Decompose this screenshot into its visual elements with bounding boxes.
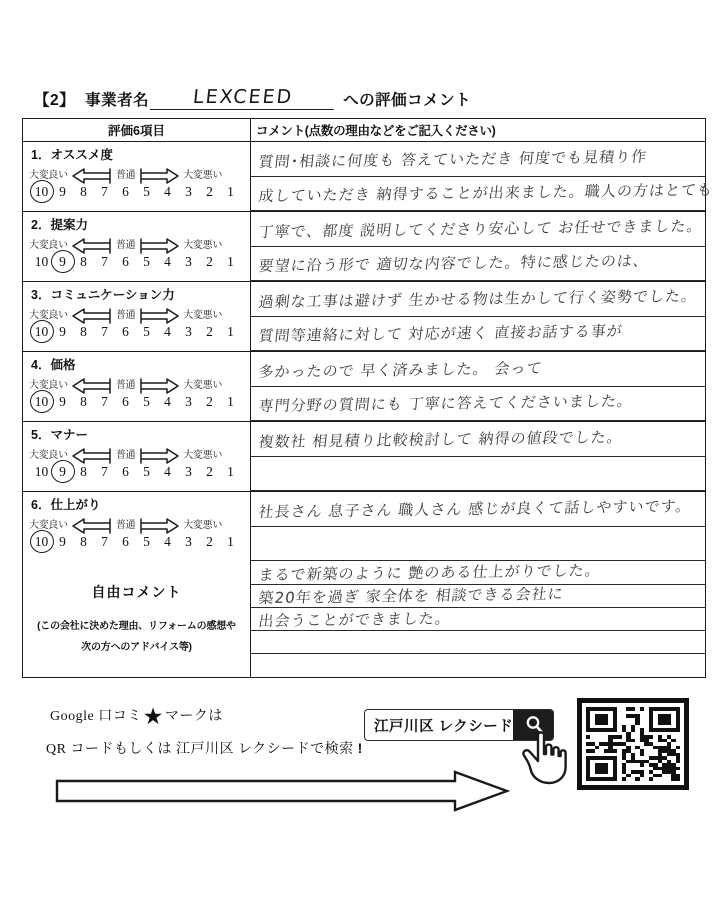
- evaluation-item-title: 2．提案力: [31, 218, 88, 232]
- rating-scale-legend: [23, 163, 250, 181]
- rating-scale-numbers[interactable]: [23, 251, 250, 271]
- right-arrow-icon: [139, 448, 179, 459]
- free-comment-title: 自由コメント: [91, 583, 182, 600]
- rating-option[interactable]: 8: [80, 463, 87, 479]
- left-arrow-icon: [72, 448, 112, 459]
- rating-option[interactable]: 2: [206, 463, 213, 479]
- scale-worst-label: 大変悪い: [183, 520, 223, 531]
- rating-option[interactable]: 8: [80, 533, 87, 549]
- scale-best-label: 大変良い: [29, 450, 68, 461]
- rating-option[interactable]: 6: [122, 183, 129, 199]
- pointing-hand-icon: [518, 727, 574, 790]
- rating-option[interactable]: 3: [185, 533, 192, 549]
- scale-middle-label: 普通: [115, 170, 136, 181]
- rating-option[interactable]: 10: [34, 463, 49, 479]
- evaluation-comment-cell[interactable]: [251, 142, 715, 211]
- rating-option[interactable]: 2: [206, 393, 213, 409]
- rating-option[interactable]: 4: [164, 253, 171, 269]
- scale-middle-label: 普通: [115, 310, 136, 321]
- rating-option-selected[interactable]: 9: [52, 462, 73, 481]
- free-comment-subtitle-line1: (この会社に決めた理由、リフォームの感想や: [37, 620, 236, 632]
- handwritten-comment: 専門分野の質問にも 丁寧に答えてくださいました。: [257, 391, 634, 416]
- handwritten-comment: 要望に沿う形で 適切な内容でした。特に感じたのは、: [257, 251, 650, 276]
- rating-option[interactable]: 7: [101, 533, 108, 549]
- rating-scale-numbers[interactable]: [23, 531, 250, 551]
- free-comment-ruled-lines: [251, 562, 705, 677]
- evaluation-row: [23, 142, 715, 212]
- ruled-line: [251, 350, 705, 351]
- evaluation-item-cell: [23, 142, 251, 211]
- evaluation-item-cell: [23, 282, 251, 351]
- rating-option[interactable]: 1: [227, 533, 234, 549]
- ruled-line: [251, 420, 705, 421]
- scale-worst-label: 大変悪い: [183, 450, 223, 461]
- comment-ruled-lines: [251, 352, 705, 421]
- rating-option-selected[interactable]: 9: [52, 252, 73, 271]
- rating-option[interactable]: 6: [122, 253, 129, 269]
- scale-worst-label: 大変悪い: [183, 170, 223, 181]
- ruled-line: [251, 490, 705, 491]
- rating-option[interactable]: 6: [122, 393, 129, 409]
- rating-option[interactable]: 2: [206, 323, 213, 339]
- rating-option[interactable]: 8: [80, 323, 87, 339]
- rating-option[interactable]: 6: [122, 533, 129, 549]
- scale-middle-label: 普通: [115, 380, 136, 391]
- rating-option[interactable]: 3: [185, 183, 192, 199]
- evaluation-item-title: 6．仕上がり: [31, 498, 101, 512]
- rating-option[interactable]: 4: [164, 183, 171, 199]
- evaluation-row: [23, 282, 705, 352]
- rating-option[interactable]: 3: [185, 323, 192, 339]
- rating-option[interactable]: 1: [227, 323, 234, 339]
- evaluation-row: [23, 352, 705, 422]
- rating-option[interactable]: 3: [185, 253, 192, 269]
- rating-option-selected[interactable]: 10: [31, 182, 52, 201]
- rating-option[interactable]: 4: [164, 533, 171, 549]
- rating-option[interactable]: 7: [101, 253, 108, 269]
- table-header-row: [23, 119, 705, 142]
- evaluation-row: [23, 212, 705, 282]
- evaluation-comment-cell[interactable]: [251, 492, 705, 562]
- rating-option[interactable]: 10: [34, 253, 49, 269]
- handwritten-comment: 多かったので 早く済みました。 会って: [257, 359, 544, 382]
- left-arrow-icon: [72, 378, 112, 389]
- handwritten-comment: 出会うことができました。: [257, 609, 452, 631]
- rating-option[interactable]: 5: [143, 463, 150, 479]
- ruled-line: [251, 386, 705, 387]
- rating-option[interactable]: 7: [101, 323, 108, 339]
- handwritten-comment: 複数社 相見積り比較検討して 納得の値段でした。: [257, 427, 624, 452]
- rating-scale-numbers[interactable]: [23, 321, 250, 341]
- rating-option[interactable]: 5: [143, 393, 150, 409]
- rating-option[interactable]: 1: [227, 253, 234, 269]
- rating-option[interactable]: 8: [80, 253, 87, 269]
- rating-option[interactable]: 1: [227, 183, 234, 199]
- rating-option[interactable]: 5: [143, 533, 150, 549]
- comment-ruled-lines: [251, 492, 705, 562]
- rating-scale-legend: [23, 373, 250, 391]
- rating-option[interactable]: 3: [185, 393, 192, 409]
- google-review-line-1: [50, 703, 223, 729]
- evaluation-comment-cell[interactable]: [251, 422, 705, 491]
- right-arrow-icon: [55, 770, 510, 817]
- evaluation-table: [22, 118, 715, 678]
- handwritten-comment: 成していただき 納得することが出来ました。職人の方はとても: [257, 180, 715, 206]
- evaluation-comment-cell[interactable]: [251, 212, 705, 281]
- evaluation-item-title: 5．マナー: [31, 428, 88, 442]
- column-header-comment: コメント(点数の理由などをご記入ください): [256, 124, 496, 138]
- ruled-line: [251, 526, 705, 527]
- column-header-items: 評価6項目: [23, 119, 251, 141]
- comment-ruled-lines: [251, 422, 705, 491]
- left-arrow-icon: [72, 518, 112, 529]
- rating-option-selected[interactable]: 10: [31, 322, 52, 341]
- qr-search-instruction: QR コードもしくは 江戸川区 レクシードで検索: [46, 742, 354, 757]
- scale-best-label: 大変良い: [29, 240, 68, 251]
- evaluation-comment-cell[interactable]: [251, 352, 705, 421]
- rating-scale-legend: [23, 233, 250, 251]
- google-review-line-2: [46, 738, 363, 758]
- scale-best-label: 大変良い: [29, 170, 68, 181]
- handwritten-comment: 築20年を過ぎ 家全体を 相談できる会社に: [257, 584, 565, 608]
- rating-option[interactable]: 8: [80, 393, 87, 409]
- handwritten-comment: まるで新築のように 艶のある仕上がりでした。: [257, 561, 602, 585]
- right-arrow-icon: [139, 518, 179, 529]
- star-icon: ★: [142, 704, 164, 729]
- free-comment-label-cell: [23, 562, 251, 677]
- rating-option[interactable]: 9: [59, 533, 66, 549]
- handwritten-comment: 丁寧で、都度 説明してくださり安心して お任せできました。: [257, 216, 704, 242]
- rating-option[interactable]: 6: [122, 323, 129, 339]
- rating-option[interactable]: 2: [206, 183, 213, 199]
- ruled-line: [251, 316, 705, 317]
- evaluation-row: [23, 492, 705, 562]
- ruled-line: [251, 210, 705, 211]
- rating-option[interactable]: 9: [59, 323, 66, 339]
- rating-option[interactable]: 7: [101, 183, 108, 199]
- scale-worst-label: 大変悪い: [183, 310, 223, 321]
- rating-option-selected[interactable]: 10: [31, 532, 52, 551]
- comment-ruled-lines: [251, 282, 705, 351]
- rating-scale-legend: [23, 303, 250, 321]
- right-arrow-icon: [139, 378, 179, 389]
- evaluation-item-title: 3．コミュニケーション力: [31, 288, 175, 302]
- rating-option[interactable]: 4: [164, 323, 171, 339]
- exclamation-mark: !: [357, 740, 363, 756]
- evaluation-item-cell: [23, 352, 251, 421]
- scale-best-label: 大変良い: [29, 310, 68, 321]
- rating-scale-numbers[interactable]: [23, 181, 250, 201]
- search-input[interactable]: 江戸川区 レクシード: [374, 718, 514, 735]
- scale-best-label: 大変良い: [29, 380, 68, 391]
- business-name-value: LEXCEED: [150, 86, 337, 110]
- handwritten-comment: 質問･相談に何度も 答えていただき 何度でも見積り作: [257, 147, 649, 172]
- rating-option[interactable]: 5: [143, 183, 150, 199]
- section-number: 【2】: [34, 92, 76, 109]
- rating-option[interactable]: 1: [227, 463, 234, 479]
- right-arrow-icon: [139, 168, 179, 179]
- comment-ruled-lines: [251, 142, 715, 211]
- rating-scale-legend: [23, 513, 250, 531]
- page-title: [34, 80, 694, 110]
- evaluation-item-cell: [23, 492, 251, 562]
- free-comment-text-cell[interactable]: [251, 562, 705, 677]
- rating-option[interactable]: 2: [206, 253, 213, 269]
- rating-option[interactable]: 4: [164, 463, 171, 479]
- rating-option[interactable]: 9: [59, 183, 66, 199]
- rating-option[interactable]: 8: [80, 183, 87, 199]
- rating-option[interactable]: 6: [122, 463, 129, 479]
- ruled-line: [251, 653, 705, 654]
- google-review-prefix: Google 口コミ: [50, 708, 142, 724]
- ruled-line: [251, 176, 705, 177]
- scale-worst-label: 大変悪い: [183, 240, 223, 251]
- qr-code-icon: [577, 698, 689, 790]
- evaluation-comment-cell[interactable]: [251, 282, 705, 351]
- evaluation-rows: [23, 142, 715, 562]
- handwritten-comment: 社長さん 息子さん 職人さん 感じが良くて話しやすいです。: [257, 497, 693, 522]
- rating-option[interactable]: 2: [206, 533, 213, 549]
- business-name-label: 事業者名: [85, 92, 150, 109]
- rating-option[interactable]: 5: [143, 323, 150, 339]
- rating-option[interactable]: 3: [185, 463, 192, 479]
- left-arrow-icon: [72, 238, 112, 249]
- handwritten-comment: 過剰な工事は避けず 生かせる物は生かして行く姿勢でした。: [257, 286, 699, 312]
- scale-worst-label: 大変悪い: [183, 380, 223, 391]
- scale-middle-label: 普通: [115, 450, 136, 461]
- rating-scale-numbers[interactable]: [23, 461, 250, 481]
- ruled-line: [251, 456, 705, 457]
- ruled-line: [251, 280, 705, 281]
- page-title-suffix: への評価コメント: [343, 92, 472, 109]
- evaluation-item-title: 1．オススメ度: [31, 148, 113, 162]
- handwritten-comment: 質問等連絡に対して 対応が速く 直接お話する事が: [257, 321, 624, 346]
- comment-ruled-lines: [251, 212, 705, 281]
- right-arrow-icon: [139, 238, 179, 249]
- right-arrow-icon: [139, 308, 179, 319]
- scale-middle-label: 普通: [115, 520, 136, 531]
- evaluation-item-cell: [23, 212, 251, 281]
- rating-scale-legend: [23, 443, 250, 461]
- rating-option-selected[interactable]: 10: [31, 392, 52, 411]
- free-comment-row: [23, 562, 705, 677]
- rating-option[interactable]: 1: [227, 393, 234, 409]
- scale-best-label: 大変良い: [29, 520, 68, 531]
- rating-option[interactable]: 7: [101, 463, 108, 479]
- left-arrow-icon: [72, 308, 112, 319]
- evaluation-row: [23, 422, 705, 492]
- rating-option[interactable]: 5: [143, 253, 150, 269]
- left-arrow-icon: [72, 168, 112, 179]
- rating-scale-numbers[interactable]: [23, 391, 250, 411]
- scale-middle-label: 普通: [115, 240, 136, 251]
- evaluation-item-title: 4．価格: [31, 358, 76, 372]
- rating-option[interactable]: 4: [164, 393, 171, 409]
- evaluation-item-cell: [23, 422, 251, 491]
- ruled-line: [251, 246, 705, 247]
- google-review-suffix: マークは: [164, 708, 223, 724]
- rating-option[interactable]: 7: [101, 393, 108, 409]
- rating-option[interactable]: 9: [59, 393, 66, 409]
- free-comment-subtitle-line2: 次の方へのアドバイス等): [81, 641, 192, 653]
